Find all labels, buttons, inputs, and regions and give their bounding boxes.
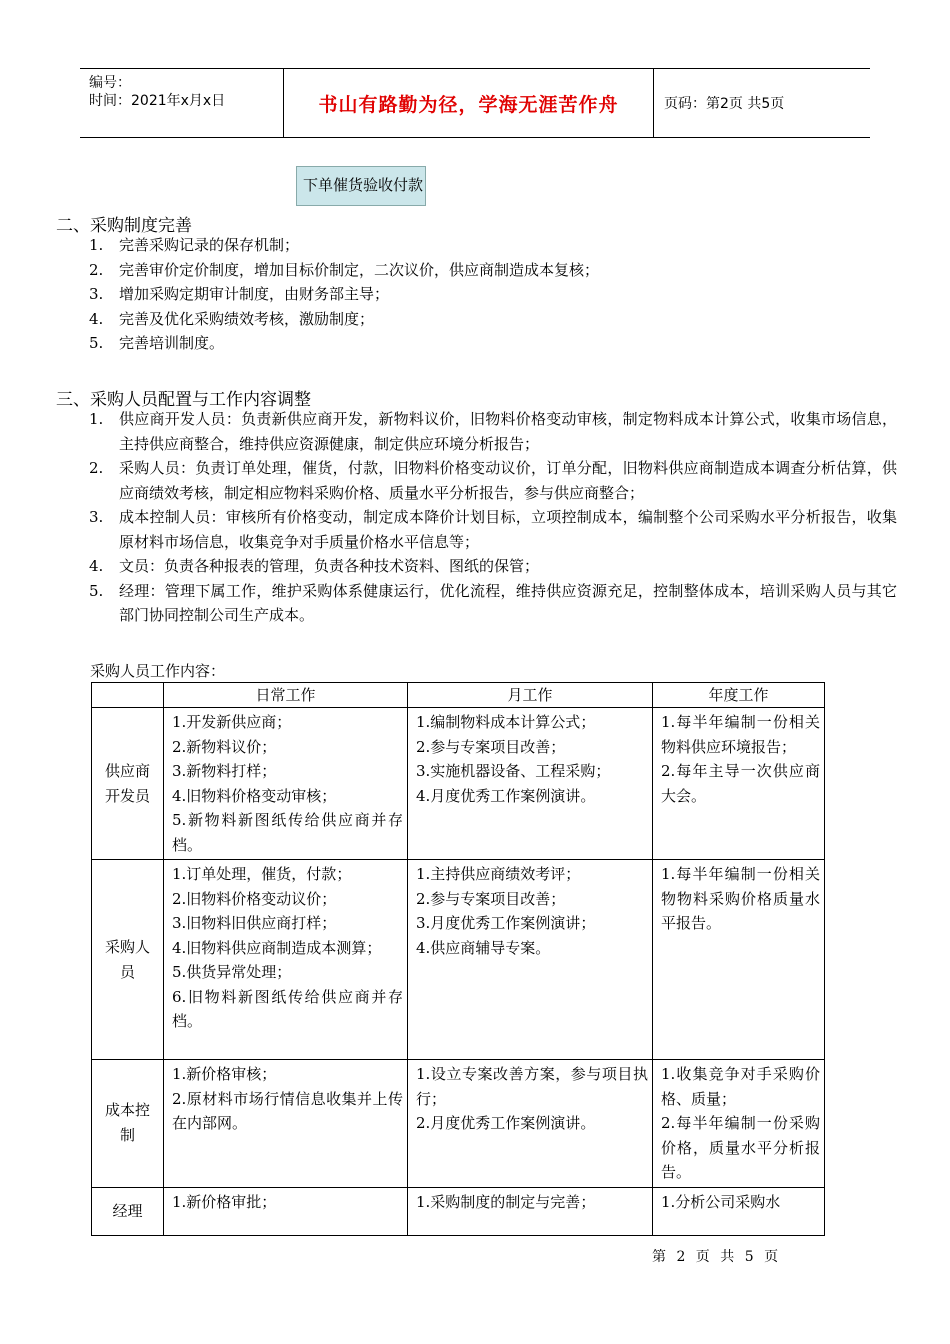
- cell-line: 4.月度优秀工作案例演讲。: [416, 786, 596, 805]
- list-item: 3. 增加采购定期审计制度，由财务部主导；: [89, 285, 390, 303]
- table-cell-monthly: [408, 708, 653, 860]
- cell-line: 3.月度优秀工作案例演讲；: [416, 914, 596, 932]
- cell-line: 1.订单处理，催货，付款；: [172, 865, 352, 883]
- cell-line: 2.月度优秀工作案例演讲。: [416, 1114, 596, 1132]
- cell-line: 1.每半年编制一份相关物物料采购价格质量水平报告。: [661, 865, 820, 932]
- table-cell-role: [92, 1187, 164, 1235]
- table-row: [92, 860, 825, 1060]
- cell-line: 1.设立专案改善方案，参与项目执行；: [416, 1065, 648, 1108]
- cell-line: 3.实施机器设备、工程采购；: [416, 762, 611, 780]
- table-cell-role: [92, 1060, 164, 1188]
- table-row: [92, 708, 825, 860]
- role-label: 采购人员: [104, 937, 150, 981]
- table-cell-monthly: [408, 860, 653, 1060]
- cell-line: 6.旧物料新图纸传给供应商并存档。: [172, 987, 403, 1030]
- section-2-title: 二、采购制度完善: [56, 216, 192, 236]
- cell-line: 4.旧物料价格变动审核；: [172, 786, 337, 805]
- cell-line: 2.参与专案项目改善；: [416, 737, 566, 756]
- list-item: 4. 文员：负责各种报表的管理，负责各种技术资料、图纸的保管；: [89, 557, 540, 575]
- list-item: 5. 经理：管理下属工作，维护采购体系健康运行，优化流程，维持供应资源充足，控制整体成本，培训采购人员与其它部门协同控制公司生产成本。: [89, 581, 897, 624]
- table-cell-yearly: [653, 708, 825, 860]
- table-row: [92, 1187, 825, 1235]
- table-header-cell: 月工作: [408, 683, 653, 708]
- table-cell-daily: [164, 1060, 408, 1188]
- table-header-cell: [92, 683, 164, 708]
- cell-line: 1.开发新供应商；: [172, 713, 292, 731]
- cell-line: 2.每年主导一次供应商大会。: [661, 762, 820, 805]
- role-label: 供应商开发员: [104, 761, 150, 805]
- table-cell-monthly: [408, 1060, 653, 1188]
- cell-line: 3.旧物料旧供应商打样；: [172, 914, 337, 932]
- table-body: [92, 708, 825, 1236]
- cell-line: 1.新价格审批；: [172, 1192, 277, 1211]
- cell-line: 5.供货异常处理；: [172, 963, 292, 981]
- page-footer: 第 2 页 共 5 页: [652, 1249, 779, 1265]
- table-cell-daily: [164, 708, 408, 860]
- list-item: 1. 完善采购记录的保存机制；: [89, 236, 300, 254]
- cell-line: 1.编制物料成本计算公式；: [416, 713, 596, 731]
- table-header-row: [92, 683, 825, 708]
- table-header-cell: 日常工作: [164, 683, 408, 708]
- cell-line: 4.供应商辅导专案。: [416, 938, 551, 957]
- header-meta: [80, 69, 284, 137]
- table-cell-yearly: [653, 1187, 825, 1235]
- table-cell-yearly: [653, 860, 825, 1060]
- section-3-list: [89, 407, 897, 628]
- cell-line: 1.收集竞争对手采购价格、质量；: [661, 1065, 820, 1108]
- header-motto-cell: [284, 69, 654, 137]
- cell-line: 2.原材料市场行情信息收集并上传在内部网。: [172, 1089, 403, 1132]
- header-motto: 书山有路勤为径，学海无涯苦作舟: [318, 93, 619, 116]
- cell-line: 2.参与专案项目改善；: [416, 889, 566, 908]
- cell-line: 1.每半年编制一份相关物料供应环境报告；: [661, 713, 820, 756]
- doc-number-label: 编号：: [89, 75, 131, 91]
- cell-line: 3.新物料打样；: [172, 762, 277, 780]
- role-label: 经理: [112, 1201, 143, 1220]
- list-item: 1. 供应商开发人员：负责新供应商开发，新物料议价，旧物料价格变动审核，制定物料成本计算公式，收集市场信息，主持供应商整合，维持供应资源健康，制定供应环境分析报告；: [89, 410, 897, 453]
- section-3-title: 三、采购人员配置与工作内容调整: [56, 390, 311, 410]
- flow-step-text: 下单催货验收付款: [303, 176, 424, 194]
- page-header: [80, 68, 870, 138]
- header-page-cell: [654, 69, 870, 137]
- table-row: [92, 1060, 825, 1188]
- cell-line: 2.每半年编制一份采购价格，质量水平分析报告。: [661, 1114, 820, 1181]
- table-cell-monthly: [408, 1187, 653, 1235]
- cell-line: 4.旧物料供应商制造成本测算；: [172, 938, 382, 957]
- list-item: 4. 完善及优化采购绩效考核，激励制度；: [89, 309, 375, 328]
- list-item: 3. 成本控制人员：审核所有价格变动，制定成本降价计划目标，立项控制成本，编制整个公司采购水平分析报告，收集原材料市场信息，收集竞争对手质量价格水平信息等；: [89, 508, 897, 551]
- role-label: 成本控制: [104, 1101, 150, 1145]
- cell-line: 1.分析公司采购水: [661, 1192, 781, 1211]
- cell-line: 1.主持供应商绩效考评；: [416, 865, 581, 883]
- list-item: 2. 采购人员：负责订单处理，催货，付款，旧物料价格变动议价，订单分配，旧物料供应商制造成本调查分析估算，供应商绩效考核，制定相应物料采购价格、质量水平分析报告，参与供应商整合；: [89, 459, 897, 502]
- table-cell-daily: [164, 860, 408, 1060]
- cell-line: 2.旧物料价格变动议价；: [172, 889, 337, 908]
- header-page-number: 页码：第2页 共5页: [664, 96, 785, 112]
- table-cell-role: [92, 708, 164, 860]
- cell-line: 1.新价格审核；: [172, 1065, 277, 1083]
- work-content-table: [91, 682, 825, 1236]
- table-cell-yearly: [653, 1060, 825, 1188]
- flow-step-box: [296, 166, 426, 206]
- section-2-list: [89, 233, 889, 356]
- table-cell-role: [92, 860, 164, 1060]
- cell-line: 2.新物料议价；: [172, 737, 277, 756]
- cell-line: 5.新物料新图纸传给供应商并存档。: [172, 811, 403, 854]
- table-caption: 采购人员工作内容：: [90, 662, 226, 680]
- cell-line: 1.采购制度的制定与完善；: [416, 1192, 596, 1211]
- table-cell-daily: [164, 1187, 408, 1235]
- table-header-cell: 年度工作: [653, 683, 825, 708]
- doc-time-label: 时间：2021年x月x日: [89, 93, 226, 109]
- list-item: 5. 完善培训制度。: [89, 334, 225, 352]
- list-item: 2. 完善审价定价制度，增加目标价制定，二次议价，供应商制造成本复核；: [89, 260, 600, 279]
